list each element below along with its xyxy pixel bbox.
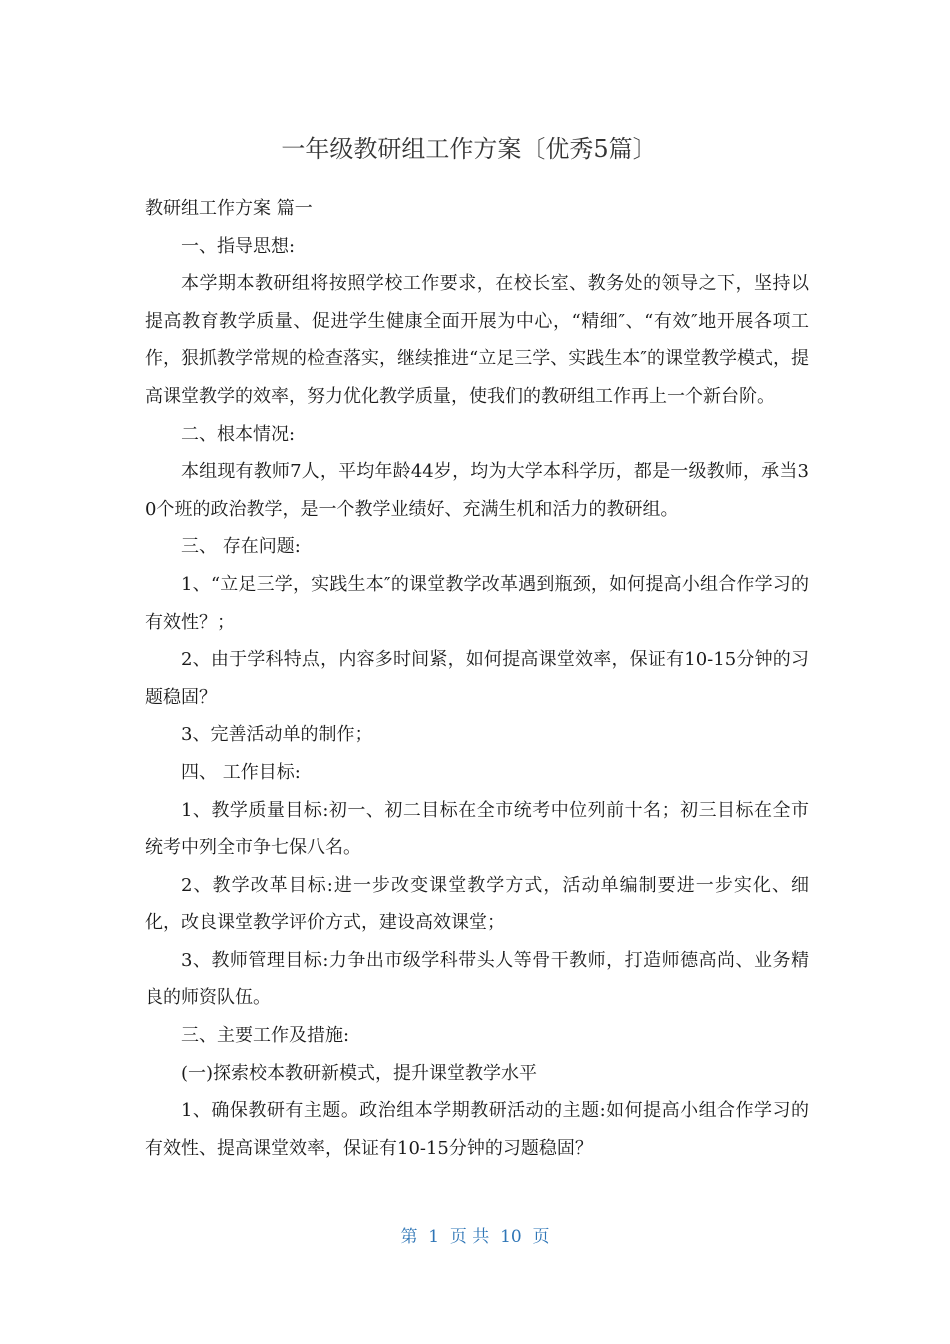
page-number-footer: 第 1 页 共 10 页 xyxy=(400,1227,550,1247)
paragraph: 1、“立足三学，实践生本″的课堂教学改革遇到瓶颈，如何提高小组合作学习的有效性？； xyxy=(145,573,809,633)
paragraph: 教研组工作方案 篇一 xyxy=(145,198,313,219)
paragraph: 2、教学改革目标:进一步改变课堂教学方式，活动单编制要进一步实化、细化，改良课堂教学评价方式，建设高效课堂； xyxy=(145,874,809,934)
paragraph: 3、教师管理目标:力争出市级学科带头人等骨干教师，打造师德高尚、业务精良的师资队伍。 xyxy=(145,949,809,1009)
paragraph: 三、 存在问题: xyxy=(181,536,301,558)
paragraph: 四、 工作目标: xyxy=(181,761,301,783)
paragraph: 二、根本情况: xyxy=(181,423,296,445)
paragraph: 3、完善活动单的制作； xyxy=(181,724,373,746)
paragraph: 2、由于学科特点，内容多时间紧，如何提高课堂效率，保证有10-15分钟的习题稳固？ xyxy=(145,649,809,708)
paragraph: 本学期本教研组将按照学校工作要求，在校长室、教务处的领导之下，坚持以提高教育教学质量、促进学生健康全面开展为中心，“精细″、“有效″地开展各项工作，狠抓教学常规的检查落实，继续推进“立足三学、实践生本″的课堂教学模式，提高课堂教学的效率，努力优化教学质量，使我们的教研组工作再上一个新台阶。 xyxy=(145,273,809,407)
paragraph: (一)探索校本教研新模式，提升课堂教学水平 xyxy=(181,1062,538,1084)
document-body xyxy=(145,190,809,1167)
paragraph: 三、主要工作及措施: xyxy=(181,1025,350,1047)
paragraph: 本组现有教师7人，平均年龄44岁，均为大学本科学历，都是一级教师，承当30个班的政治教学，是一个教学业绩好、充满生机和活力的教研组。 xyxy=(145,461,809,520)
paragraph: 1、确保教研有主题。政治组本学期教研活动的主题:如何提高小组合作学习的有效性、提高课堂效率，保证有10-15分钟的习题稳固？ xyxy=(145,1100,809,1159)
document-title: 一年级教研组工作方案〔优秀5篇〕 xyxy=(281,135,657,163)
paragraph: 1、教学质量目标:初一、初二目标在全市统考中位列前十名；初三目标在全市统考中列全市争七保八名。 xyxy=(145,799,809,859)
paragraph: 一、指导思想: xyxy=(181,235,296,257)
